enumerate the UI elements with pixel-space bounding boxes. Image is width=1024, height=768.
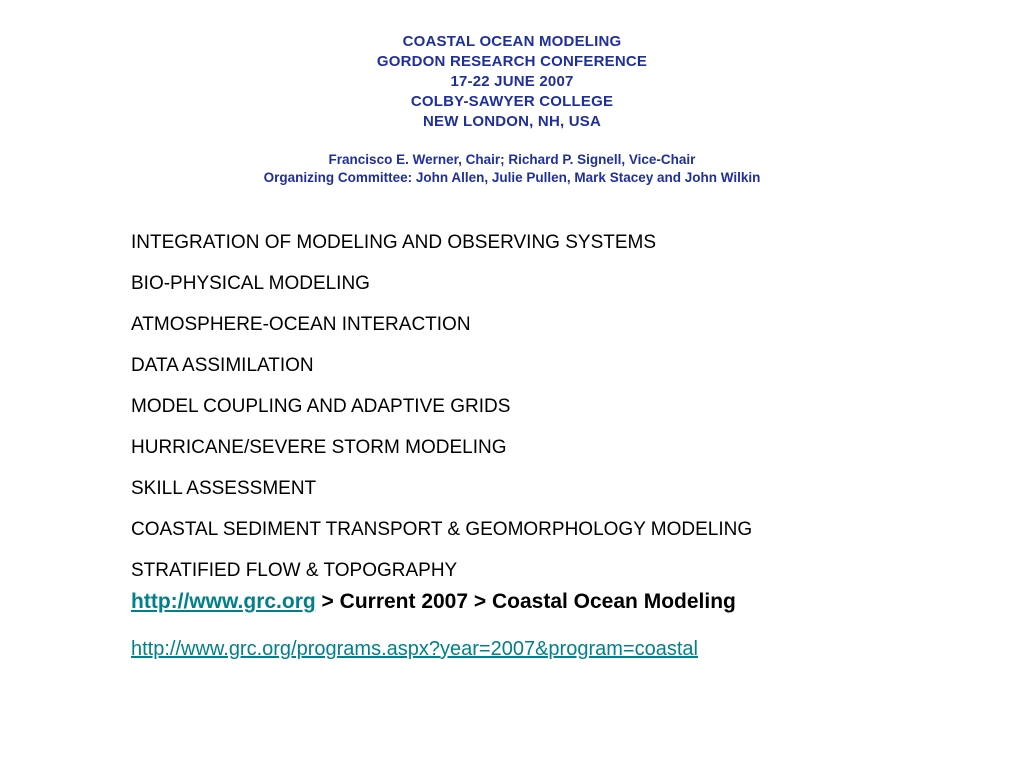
grc-path-text: > Current 2007 > Coastal Ocean Modeling [315, 590, 736, 613]
list-item: DATA ASSIMILATION [131, 355, 314, 376]
header-venue: COLBY-SAWYER COLLEGE [410, 93, 614, 110]
conference-header [0, 32, 1024, 187]
program-link-row [131, 638, 698, 661]
header-dates: 17-22 JUNE 2007 [450, 73, 574, 90]
list-item: HURRICANE/SEVERE STORM MODELING [131, 437, 507, 458]
header-title: COASTAL OCEAN MODELING [402, 33, 622, 50]
list-item: ATMOSPHERE-OCEAN INTERACTION [131, 314, 471, 335]
list-item: INTEGRATION OF MODELING AND OBSERVING SYSTEMS [131, 232, 657, 253]
program-page-link[interactable]: http://www.grc.org/programs.aspx?year=2007&program=coastal [131, 638, 698, 660]
list-item: BIO-PHYSICAL MODELING [131, 273, 370, 294]
list-item: SKILL ASSESSMENT [131, 478, 317, 499]
grc-home-link[interactable]: http://www.grc.org [131, 590, 316, 613]
list-item: STRATIFIED FLOW & TOPOGRAPHY [131, 560, 458, 581]
list-item: MODEL COUPLING AND ADAPTIVE GRIDS [131, 396, 511, 417]
header-conference: GORDON RESEARCH CONFERENCE [376, 53, 648, 70]
header-location: NEW LONDON, NH, USA [423, 113, 601, 130]
committee-line: Organizing Committee: John Allen, Julie Pullen, Mark Stacey and John Wilkin [263, 170, 761, 185]
list-item: COASTAL SEDIMENT TRANSPORT & GEOMORPHOLOGY MODELING [131, 519, 753, 540]
grc-navigation-path [131, 590, 736, 614]
chair-line: Francisco E. Werner, Chair; Richard P. Signell, Vice-Chair [328, 152, 696, 167]
topic-list [131, 222, 752, 591]
